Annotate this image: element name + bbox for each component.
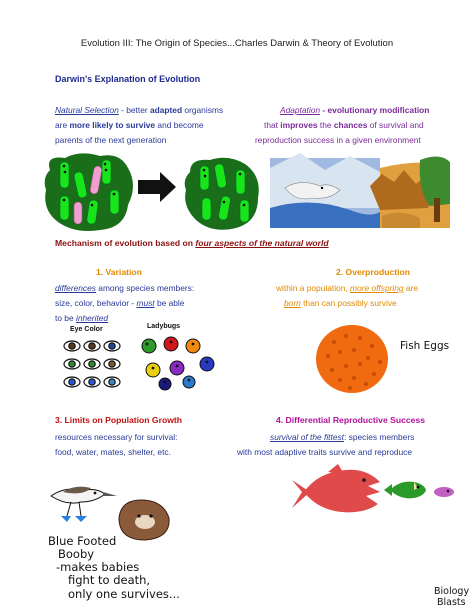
credit-line2: Blasts [437,597,466,608]
booby-note-line3: -makes babies [56,560,140,574]
natural-selection-line1: Natural Selection - better adapted organisms [55,105,224,115]
adaptation-line1: Adaptation - evolutionary modification [280,105,430,115]
limits-line2: food, water, mates, shelter, etc. [55,447,171,457]
natural-selection-line3: parents of the next generation [55,135,167,145]
fish-eggs-illustration [312,322,392,396]
adaptation-line2: that improves the chances of survival and [264,120,424,130]
differential-line2: with most adaptive traits survive and reproduce [237,447,413,457]
environment-adaptation-illustration [270,148,450,228]
mechanism-heading: Mechanism of evolution based on four aspects of the natural world [55,238,329,248]
page-title: Evolution III: The Origin of Species...Charles Darwin & Theory of Evolution [80,38,394,49]
predator-fish-illustration [288,462,458,518]
overproduction-line2: born than can possibly survive [284,298,397,308]
booby-note-line4: fight to death, [68,573,151,587]
natural-selection-term: Natural Selection [55,105,119,115]
ladybugs-illustration [137,334,217,392]
four-aspects-emphasis: four aspects of the natural world [195,238,329,248]
natural-selection-line2: are more likely to survive and become [55,120,204,130]
variation-heading: 1. Variation [96,267,142,277]
adaptation-line3: reproduction success in a given environment [255,135,421,145]
overproduction-line1: within a population, more offspring are [276,283,418,293]
blue-footed-booby-illustration [45,478,185,542]
booby-note-line5: only one survives... [68,587,180,601]
differential-heading: 4. Differential Reproductive Success [276,415,426,425]
booby-note-line2: Booby [58,547,95,561]
limits-line1: resources necessary for survival: [55,432,178,442]
variation-line2: size, color, behavior - must be able [55,298,185,308]
eye-color-illustration [62,338,124,394]
limits-heading: 3. Limits on Population Growth [55,415,182,425]
variation-line3: to be inherited [55,313,109,323]
fish-eggs-label: Fish Eggs [400,340,450,352]
booby-note-line1: Blue Footed [48,534,117,548]
bacteria-selection-illustration [40,150,265,235]
differential-line1: survival of the fittest: species members [270,432,415,442]
credit-line1: Biology [434,586,470,597]
eye-color-label: Eye Color [70,326,103,333]
overproduction-heading: 2. Overproduction [336,267,411,277]
darwin-header: Darwin's Explanation of Evolution [55,74,201,84]
adaptation-term: Adaptation [280,105,321,115]
ladybugs-label: Ladybugs [147,323,181,330]
variation-line1: differences among species members: [55,283,195,293]
